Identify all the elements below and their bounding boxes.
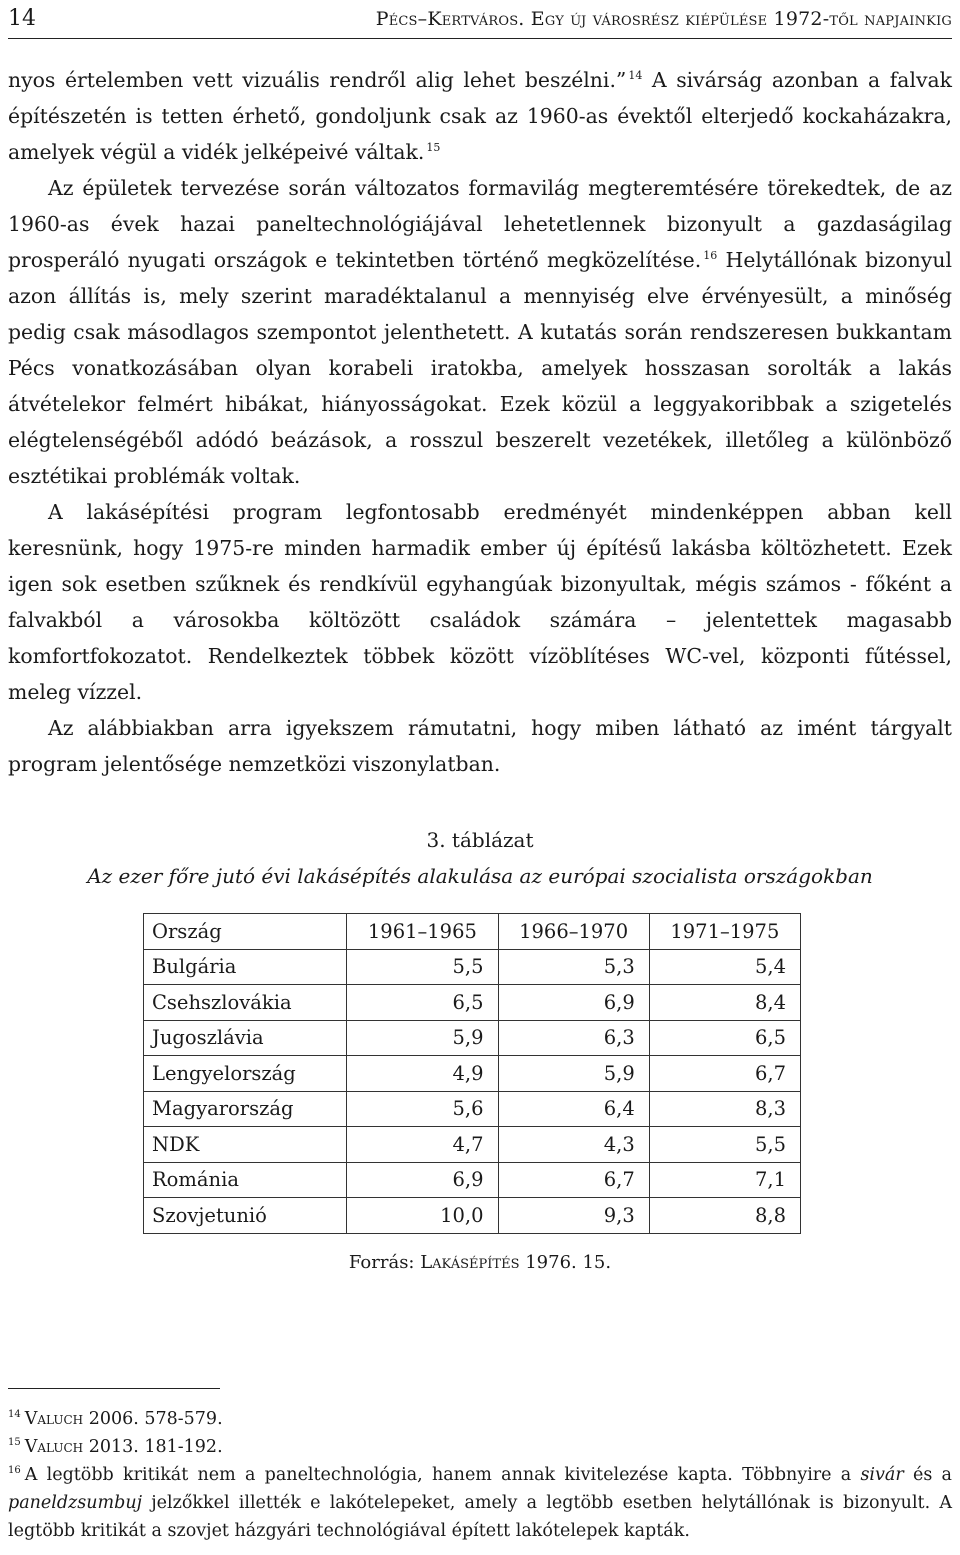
cell-value: 4,3 — [498, 1127, 649, 1163]
cell-value: 8,3 — [649, 1091, 800, 1127]
table-row — [144, 1091, 801, 1127]
cell-country: Jugoszlávia — [144, 1020, 347, 1056]
cell-value: 6,9 — [347, 1162, 498, 1198]
paragraph-2-text-b: Helytállónak bizonyul azon állítás is, mely szerint maradéktalanul a mennyiség elve érvényesült, a minőség pedig csak másodlagos szempontot jelenthetett. A kutatás során rendszeresen bukkantam Pécs vonatkozásában olyan korabeli iratokba, amelyek hosszasan sorolták a lakás átvételekor felmért hibákat, hiányosságokat. Ezek közül a leggyakoribbak a szigetelés elégtelenségéből adódó beázások, a rosszul beszerelt vezetékek, illetőleg a különböző esztétikai problémák voltak. — [8, 248, 952, 488]
source-suffix: 1976. 15. — [519, 1252, 612, 1273]
cell-value: 6,9 — [498, 985, 649, 1021]
cell-value: 6,7 — [498, 1162, 649, 1198]
footnotes — [8, 1405, 952, 1545]
cell-value: 5,4 — [649, 949, 800, 985]
header-country: Ország — [144, 914, 347, 950]
cell-value: 4,7 — [347, 1127, 498, 1163]
footnote-separator — [8, 1388, 220, 1389]
header-period-1: 1961–1965 — [347, 914, 498, 950]
cell-country: Bulgária — [144, 949, 347, 985]
cell-value: 6,7 — [649, 1056, 800, 1092]
cell-value: 6,4 — [498, 1091, 649, 1127]
body-text — [8, 62, 952, 782]
running-title: Pécs–Kertváros. Egy új városrész kiépülése 1972-től napjainkig — [375, 8, 952, 30]
cell-value: 6,5 — [347, 985, 498, 1021]
cell-value: 6,3 — [498, 1020, 649, 1056]
cell-country: Lengyelország — [144, 1056, 347, 1092]
cell-value: 4,9 — [347, 1056, 498, 1092]
table-row — [144, 1020, 801, 1056]
paragraph-1-text-b: A sivárság azonban a falvak építészetén is tetten érhető, gondoljunk csak az 1960-as évektől elterjedő kockaházakra, amelyek végül a vidék jelképeivé váltak. — [8, 68, 953, 164]
cell-value: 8,8 — [649, 1198, 800, 1234]
footnote-author: Valuch — [24, 1437, 84, 1457]
paragraph-2 — [8, 170, 952, 494]
cell-value: 5,5 — [649, 1127, 800, 1163]
source-name: Lakásépítés — [420, 1252, 520, 1273]
cell-value: 5,3 — [498, 949, 649, 985]
footnote-italic-a: sivár — [860, 1465, 904, 1485]
cell-value: 8,4 — [649, 985, 800, 1021]
header-period-2: 1966–1970 — [498, 914, 649, 950]
paragraph-1 — [8, 62, 952, 170]
cell-value: 5,9 — [347, 1020, 498, 1056]
table-row — [144, 1198, 801, 1234]
paragraph-4: Az alábbiakban arra igyekszem rámutatni, hogy miben látható az imént tárgyalt program jelentősége nemzetközi viszonylatban. — [8, 716, 952, 776]
cell-value: 6,5 — [649, 1020, 800, 1056]
footnote-number: 14 — [8, 1409, 21, 1421]
footnote-number: 15 — [8, 1437, 21, 1449]
cell-country: Szovjetunió — [144, 1198, 347, 1234]
footnote-ref-15[interactable]: 15 — [426, 141, 441, 155]
paragraph-2-text-a: Az épületek tervezése során változatos formavilág megteremtésére törekedtek, de az 1960-as évek hazai paneltechnológiájával lehetetlennek bizonyult a gazdaságilag prosperáló nyugati országok e tekintetben történő megközelítése. — [8, 176, 952, 272]
footnote-ref-16[interactable]: 16 — [703, 249, 718, 263]
cell-value: 9,3 — [498, 1198, 649, 1234]
cell-value: 5,6 — [347, 1091, 498, 1127]
footnote-14 — [8, 1405, 952, 1433]
footnote-number: 16 — [8, 1465, 21, 1477]
table-caption: Az ezer főre jutó évi lakásépítés alakulása az európai szocialista országokban — [87, 864, 873, 888]
cell-country: Románia — [144, 1162, 347, 1198]
header-period-3: 1971–1975 — [649, 914, 800, 950]
footnote-text: 2006. 578-579. — [83, 1409, 223, 1429]
cell-value: 10,0 — [347, 1198, 498, 1234]
table-header-row — [144, 914, 801, 950]
table-row — [144, 1162, 801, 1198]
housing-table — [143, 913, 801, 1234]
footnote-author: Valuch — [24, 1409, 84, 1429]
footnote-text-a: A legtöbb kritikát nem a paneltechnológia, hanem annak kivitelezése kapta. Többnyire a — [24, 1465, 861, 1485]
table-row — [144, 1127, 801, 1163]
cell-value: 7,1 — [649, 1162, 800, 1198]
table-header — [144, 914, 801, 950]
paragraph-3: A lakásépítési program legfontosabb eredményét mindenképpen abban kell keresnünk, hogy 1975-re minden harmadik ember új építésű lakásba költözhetett. Ezek igen sok esetben szűknek és rendkívül egyhangúak bizonyultak, mégis számos - főként a falvakból a városokba költözött családok számára – jelentettek magasabb komfortfokozatot. Rendelkeztek többek között vízöblítéses WC-vel, központi fűtéssel, meleg vízzel. — [8, 500, 952, 704]
footnote-text-b: és a — [903, 1465, 952, 1485]
footnote-ref-14[interactable]: 14 — [628, 69, 643, 83]
cell-country: NDK — [144, 1127, 347, 1163]
footnote-16 — [8, 1461, 952, 1545]
footnote-15 — [8, 1433, 952, 1461]
footnote-italic-b: paneldzsumbuj — [8, 1493, 143, 1513]
footnote-text: 2013. 181-192. — [83, 1437, 223, 1457]
running-header — [8, 4, 952, 39]
page-number: 14 — [8, 6, 36, 31]
table-row — [144, 1056, 801, 1092]
table-row — [144, 985, 801, 1021]
table-body — [144, 949, 801, 1233]
cell-country: Csehszlovákia — [144, 985, 347, 1021]
cell-value: 5,5 — [347, 949, 498, 985]
table-label: 3. táblázat — [426, 828, 534, 852]
table-row — [144, 949, 801, 985]
table-source — [0, 1252, 960, 1273]
paragraph-1-text-a: nyos értelemben vett vizuális rendről alig lehet beszélni.” — [8, 68, 627, 92]
source-prefix: Forrás: — [348, 1252, 421, 1273]
footnote-text-c: jelzőkkel illették e lakótelepeket, amely a legtöbb esetben helytállónak is bizonyult. A legtöbb kritikát a szovjet házgyári technológiával épített lakótelepek kapták. — [8, 1493, 952, 1541]
cell-value: 5,9 — [498, 1056, 649, 1092]
cell-country: Magyarország — [144, 1091, 347, 1127]
